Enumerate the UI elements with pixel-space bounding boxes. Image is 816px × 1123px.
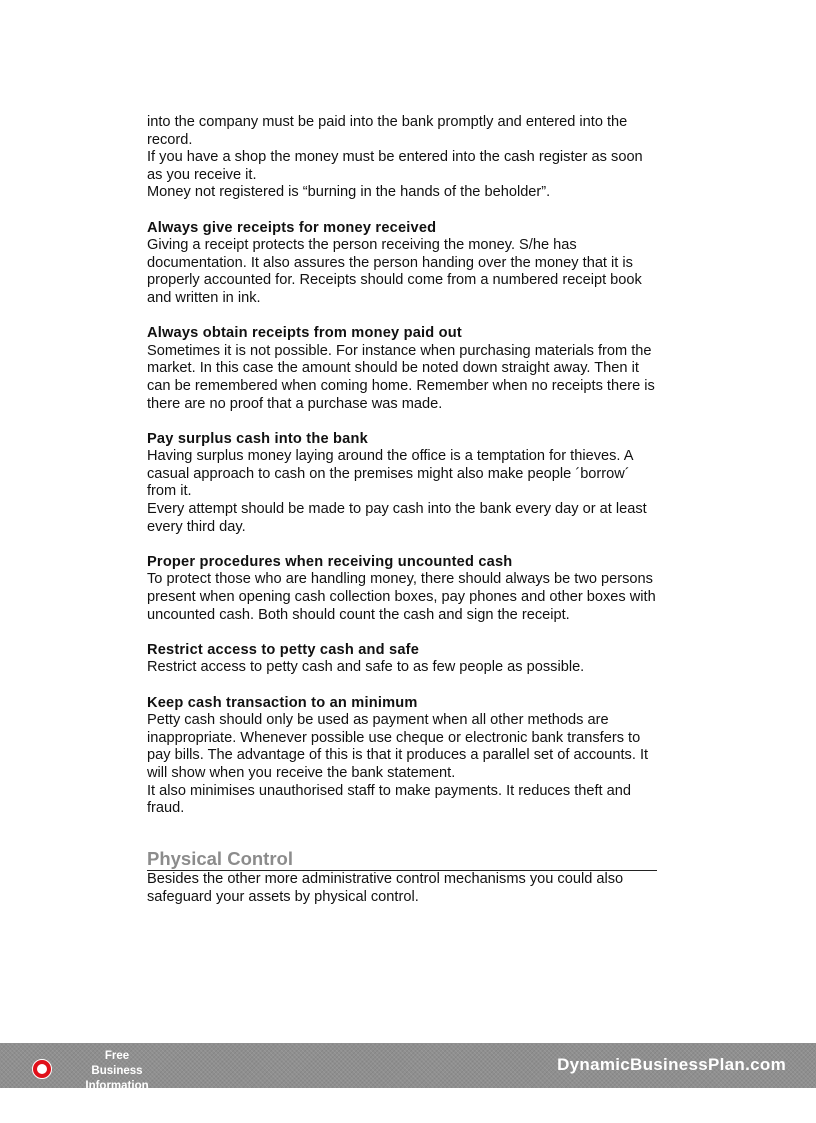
section-uncounted-cash (147, 554, 659, 624)
paragraph: To protect those who are handling money, there should always be two persons present when opening cash collection boxes, pay phones and other boxes with uncounted cash. Both should count the cash and sign the receipt. (147, 571, 656, 623)
section-heading: Proper procedures when receiving uncounted cash (147, 553, 513, 570)
brand-label (80, 1049, 154, 1094)
paragraph: Every attempt should be made to pay cash into the bank every day or at least every third day. (147, 501, 647, 535)
section-heading: Always obtain receipts from money paid out (147, 325, 462, 342)
section-restrict-access (147, 642, 659, 677)
logo-icon (32, 1059, 52, 1079)
section-heading: Always give receipts for money received (147, 219, 437, 236)
document-body (147, 114, 659, 907)
paragraph: Restrict access to petty cash and safe to as few people as possible. (147, 659, 585, 676)
paragraph: Sometimes it is not possible. For instance when purchasing materials from the market. In this case the amount should be noted down straight away. Then it can be remembered when coming home. Remember when no receipts there is there are no proof that a purchase was made. (147, 342, 655, 412)
paragraph: Having surplus money laying around the office is a temptation for thieves. A casual approach to cash on the premises might also make people ´borrow´ from it. (147, 448, 633, 500)
intro-section (147, 114, 659, 202)
section-heading: Restrict access to petty cash and safe (147, 641, 420, 658)
section-obtain-receipts (147, 325, 659, 413)
paragraph: Money not registered is “burning in the hands of the beholder”. (147, 184, 551, 201)
physical-control-heading: Physical Control (147, 850, 657, 872)
paragraph: into the company must be paid into the bank promptly and entered into the record. (147, 114, 628, 148)
page-footer (0, 1043, 816, 1092)
site-name: DynamicBusinessPlan.com (557, 1055, 786, 1074)
section-heading: Pay surplus cash into the bank (147, 430, 368, 447)
brand-line: Free Business (91, 1050, 143, 1077)
paragraph: Giving a receipt protects the person receiving the money. S/he has documentation. It also assures the person handing over the money that it is properly accounted for. Receipts should come from a numbered receipt book and written in ink. (147, 237, 642, 306)
section-surplus-cash (147, 431, 659, 537)
section-heading: Keep cash transaction to an minimum (147, 694, 418, 711)
paragraph: Petty cash should only be used as payment when all other methods are inappropriate. Whenever possible use cheque or electronic bank transfers to pay bills. The advantage of this is that it produces a parallel set of accounts. It will show when you receive the bank statement. (147, 712, 649, 781)
paragraph: It also minimises unauthorised staff to make payments. It reduces theft and fraud. (147, 782, 632, 817)
section-minimum-cash (147, 695, 659, 818)
section-give-receipts (147, 220, 659, 308)
paragraph: Besides the other more administrative control mechanisms you could also safeguard your assets by physical control. (147, 871, 624, 905)
paragraph: If you have a shop the money must be entered into the cash register as soon as you receive it. (147, 149, 643, 183)
brand-line: Information (85, 1080, 149, 1092)
